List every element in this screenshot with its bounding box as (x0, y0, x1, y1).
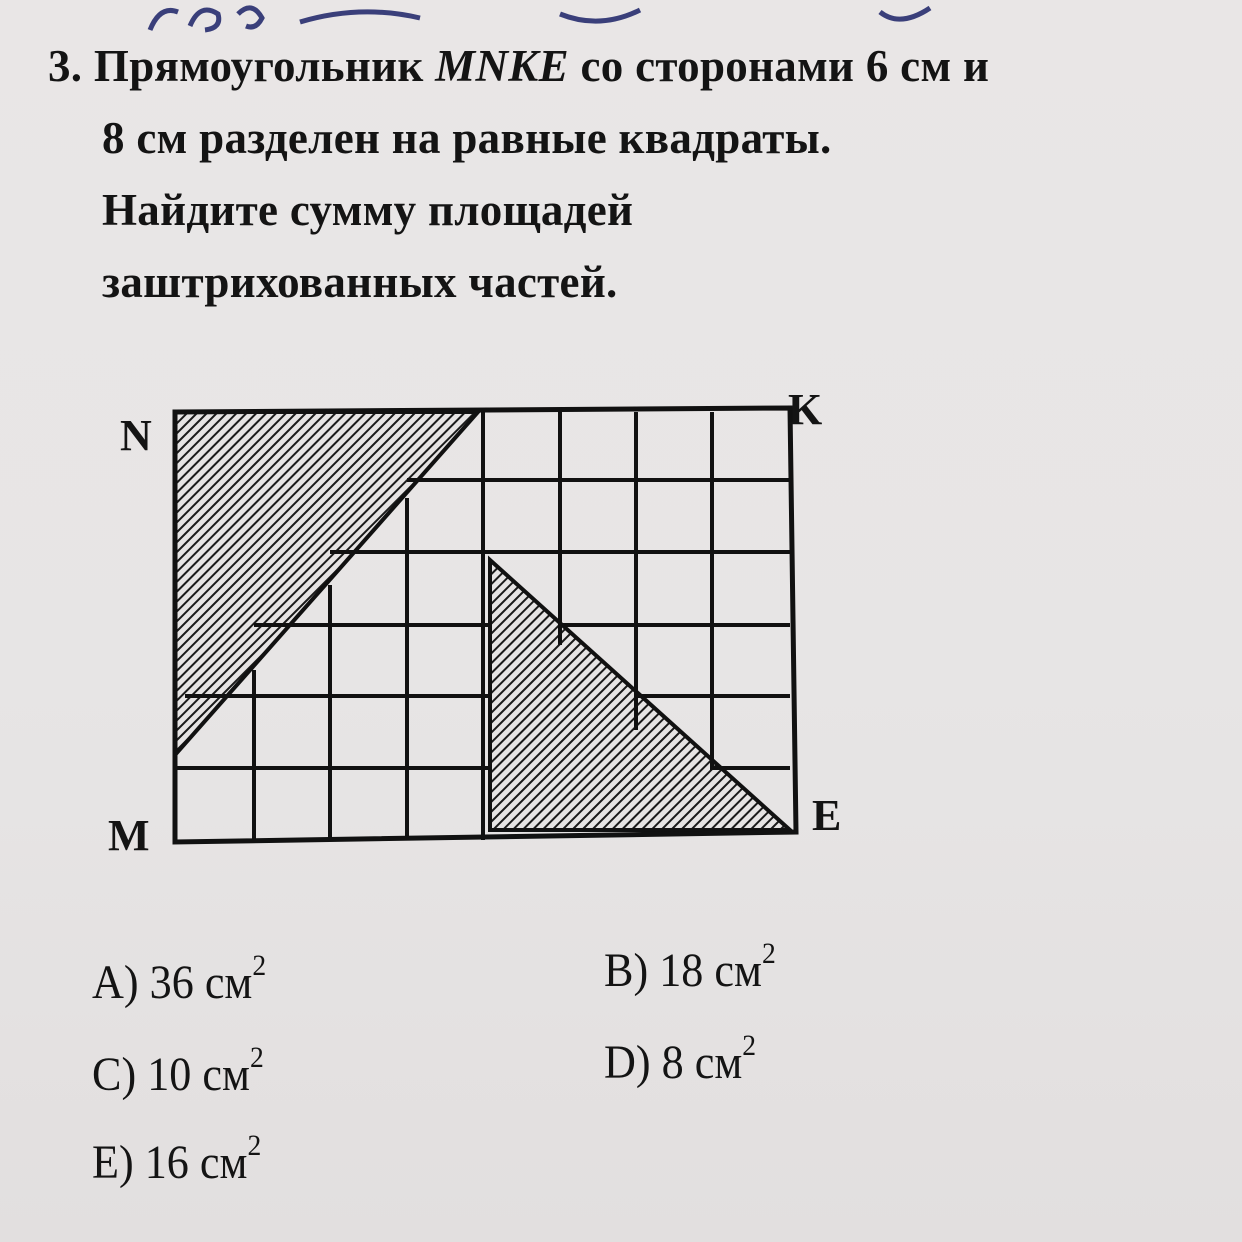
vertex-label-e: E (812, 791, 842, 840)
rectangle-name: MNKE (435, 41, 569, 91)
vertex-label-k: K (788, 385, 823, 434)
answer-option-e: E) 16 $см^2$ (92, 1129, 262, 1189)
answer-option-c: C) 10 $см^2$ (92, 1041, 264, 1101)
rectangle-figure (100, 380, 880, 880)
problem-line-2: 8 см разделен на равные квадраты. (102, 113, 832, 163)
answer-option-d: D) 8 $см^2$ (604, 1029, 757, 1089)
problem-line-4: заштрихованных частей. (102, 257, 618, 307)
answer-option-b: B) 18 $см^2$ (604, 937, 776, 997)
problem-statement (48, 30, 1238, 318)
vertex-label-m: M (108, 811, 150, 860)
vertex-label-n: N (120, 411, 152, 460)
problem-line-3: Найдите сумму площадей (102, 185, 634, 235)
shaded-triangle-left (175, 412, 478, 755)
problem-line-1: 3. Прямоугольник MNKE со сторонами 6 см и (48, 41, 990, 91)
problem-number: 3. (48, 41, 83, 91)
answer-option-a: A) 36 $см^2$ (92, 949, 267, 1009)
